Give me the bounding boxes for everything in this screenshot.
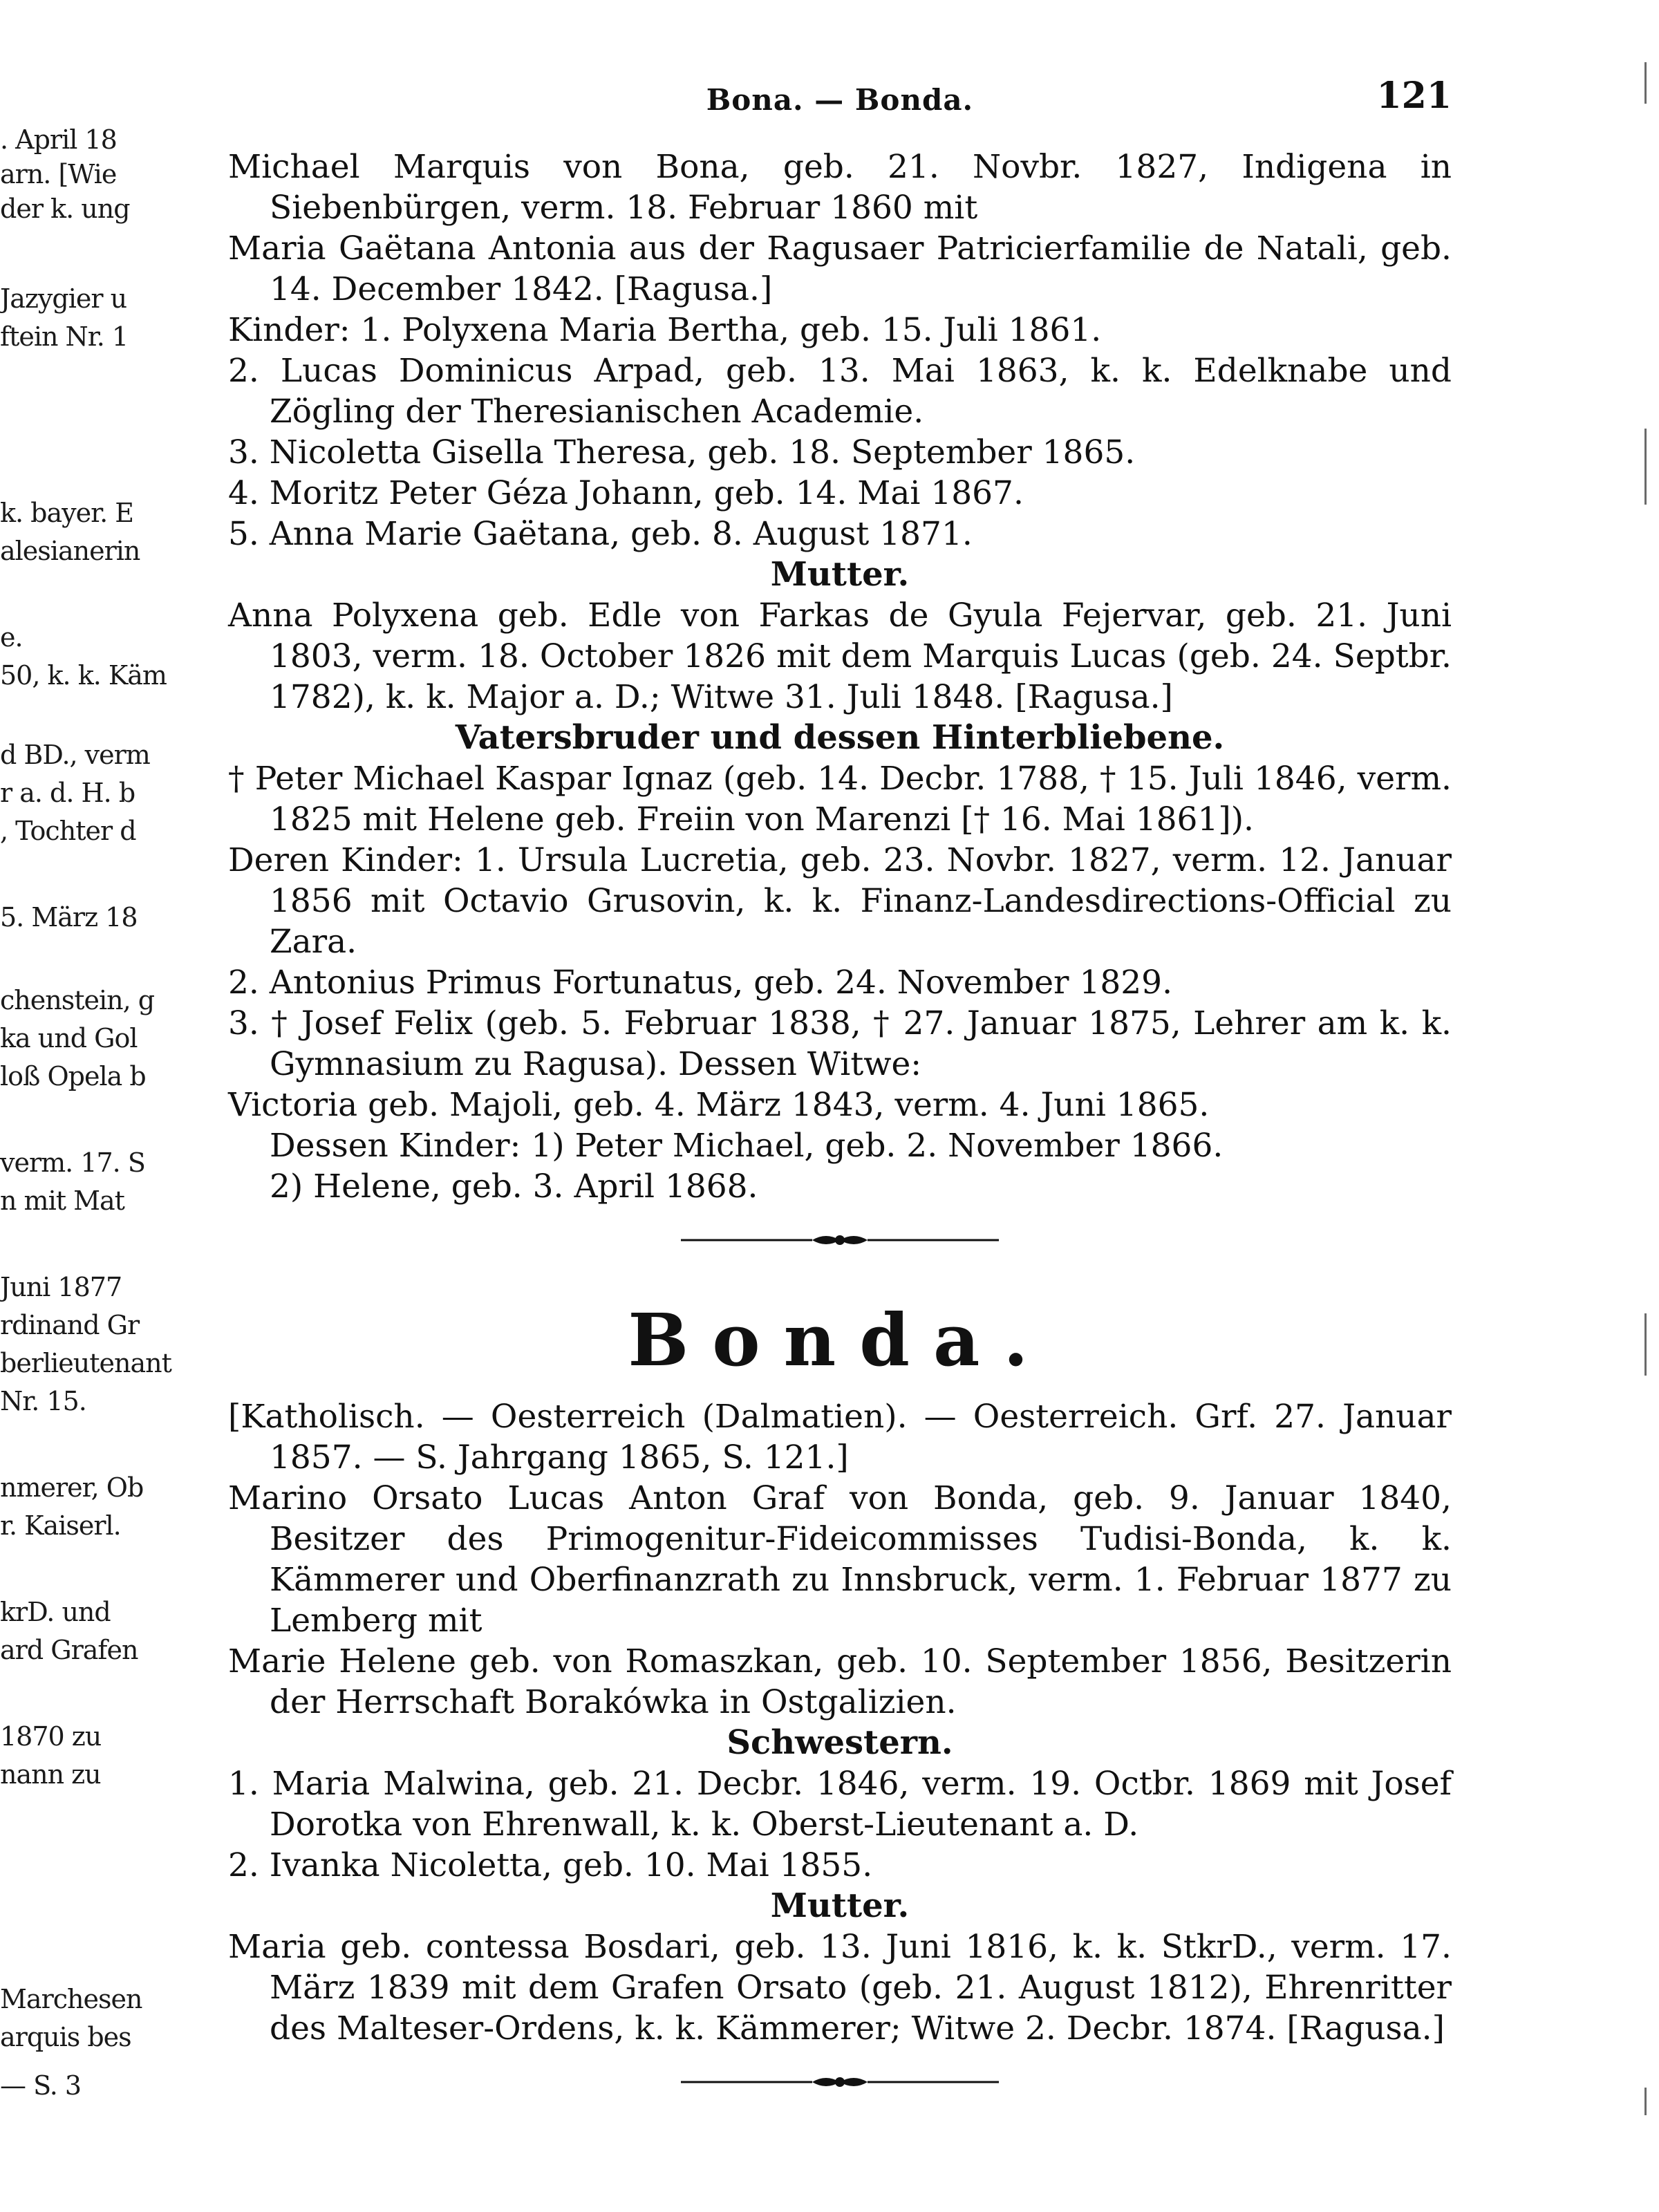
- bonda-note: [Katholisch. — Oesterreich (Dalmatien). — Oesterreich. Grf. 27. Januar 1857. — S. Jahrgang 1865, S. 121.]: [228, 1398, 1452, 1477]
- bona-entry-child: 3. Nicoletta Gisella Theresa, geb. 18. September 1865.: [228, 433, 1136, 471]
- margin-fragment: — S. 3: [0, 2070, 82, 2101]
- margin-fragment: rdinand Gr: [0, 1310, 140, 1340]
- margin-fragment: , Tochter d: [0, 816, 136, 846]
- scan-edge-mark: [1644, 1313, 1647, 1376]
- bona-uncle-entry: Deren Kinder: 1. Ursula Lucretia, geb. 23. Novbr. 1827, verm. 12. Januar 1856 mit Octavio Grusovin, k. k. Finanz-Landesdirections-Official zu Zara.: [228, 841, 1452, 961]
- margin-fragment: verm. 17. S: [0, 1147, 145, 1178]
- bona-uncle-entry: 2. Antonius Primus Fortunatus, geb. 24. November 1829.: [228, 964, 1173, 1002]
- margin-fragment: 5. März 18: [0, 902, 138, 932]
- bona-entry-head: Michael Marquis von Bona, geb. 21. Novbr. 1827, Indigena in Siebenbürgen, verm. 18. Februar 1860 mit: [228, 148, 1452, 227]
- margin-fragment: Nr. 15.: [0, 1386, 86, 1416]
- section-divider-ornament: [228, 1219, 1452, 1268]
- section-heading-mother: Mutter.: [770, 1886, 910, 1925]
- margin-fragment: krD. und: [0, 1597, 111, 1627]
- margin-fragment: Jazygier u: [0, 283, 127, 314]
- margin-fragment: ka und Gol: [0, 1023, 138, 1053]
- family-title: Bonda.: [628, 1297, 1052, 1382]
- bona-entry-wife: Maria Gaëtana Antonia aus der Ragusaer Patricierfamilie de Natali, geb. 14. December 1842. [Ragusa.]: [228, 229, 1452, 308]
- bonda-mother-entry: Maria geb. contessa Bosdari, geb. 13. Juni 1816, k. k. StkrD., verm. 17. März 1839 mit dem Grafen Orsato (geb. 21. August 1812), Ehrenritter des Malteser-Ordens, k. k. Kämmerer; Witwe 2. Decbr. 1874. [Ragusa.]: [228, 1928, 1452, 2047]
- margin-fragment: nann zu: [0, 1759, 101, 1790]
- scan-edge-mark: [1644, 2088, 1647, 2115]
- bona-uncle-entry: Victoria geb. Majoli, geb. 4. März 1843, verm. 4. Juni 1865.: [228, 1086, 1210, 1124]
- bona-uncle-entry: Dessen Kinder: 1) Peter Michael, geb. 2. November 1866.: [270, 1127, 1224, 1165]
- bona-uncle-entry: 2) Helene, geb. 3. April 1868.: [270, 1168, 758, 1206]
- bonda-entry-wife: Marie Helene geb. von Romaszkan, geb. 10. September 1856, Besitzerin der Herrschaft Borakówka in Ostgalizien.: [228, 1642, 1452, 1721]
- bona-uncle-entry: † Peter Michael Kaspar Ignaz (geb. 14. Decbr. 1788, † 15. Juli 1846, verm. 1825 mit Helene geb. Freiin von Marenzi [† 16. Mai 1861]).: [228, 760, 1452, 838]
- bona-entry-child: 2. Lucas Dominicus Arpad, geb. 13. Mai 1863, k. k. Edelknabe und Zögling der Theresianischen Academie.: [228, 352, 1452, 431]
- bona-mother-entry: Anna Polyxena geb. Edle von Farkas de Gyula Fejervar, geb. 21. Juni 1803, verm. 18. October 1826 mit dem Marquis Lucas (geb. 24. Septbr. 1782), k. k. Major a. D.; Witwe 31. Juli 1848. [Ragusa.]: [228, 597, 1452, 716]
- margin-fragment: r a. d. H. b: [0, 778, 135, 808]
- page-number: 121: [1376, 75, 1452, 117]
- margin-fragment: e.: [0, 622, 23, 653]
- margin-fragment: arquis bes: [0, 2022, 131, 2052]
- bonda-sister-entry: 1. Maria Malwina, geb. 21. Decbr. 1846, verm. 19. Octbr. 1869 mit Josef Dorotka von Ehrenwall, k. k. Oberst-Lieutenant a. D.: [228, 1765, 1452, 1844]
- margin-fragment: alesianerin: [0, 536, 140, 566]
- margin-fragment: d BD., verm: [0, 740, 150, 770]
- scan-edge-mark: [1644, 429, 1647, 505]
- section-heading-uncle: Vatersbruder und dessen Hinterbliebene.: [455, 718, 1225, 757]
- bona-entry-child: 4. Moritz Peter Géza Johann, geb. 14. Mai 1867.: [228, 474, 1024, 512]
- margin-fragment: k. bayer. E: [0, 498, 134, 528]
- section-heading-mother: Mutter.: [770, 555, 910, 594]
- margin-fragment: 1870 zu: [0, 1721, 102, 1752]
- section-divider-ornament: [228, 2061, 1452, 2110]
- facing-page-margin: [0, 124, 171, 2164]
- margin-fragment: r. Kaiserl.: [0, 1510, 121, 1541]
- page-body: [228, 147, 1452, 2110]
- bona-entry-child: 5. Anna Marie Gaëtana, geb. 8. August 1871.: [228, 515, 973, 553]
- margin-fragment: nmerer, Ob: [0, 1472, 144, 1503]
- running-title: Bona. — Bonda.: [706, 83, 974, 117]
- margin-fragment: arn. [Wie: [0, 159, 117, 189]
- margin-fragment: ftein Nr. 1: [0, 321, 129, 352]
- section-heading-sisters: Schwestern.: [727, 1723, 953, 1762]
- margin-fragment: loß Opela b: [0, 1061, 146, 1091]
- margin-fragment: . April 18: [0, 124, 117, 155]
- margin-fragment: 50, k. k. Käm: [0, 660, 167, 691]
- margin-fragment: Marchesen: [0, 1984, 142, 2014]
- scan-edge-mark: [1644, 62, 1647, 104]
- margin-fragment: n mit Mat: [0, 1185, 124, 1216]
- margin-fragment: berlieutenant: [0, 1348, 171, 1378]
- bona-uncle-entry: 3. † Josef Felix (geb. 5. Februar 1838, † 27. Januar 1875, Lehrer am k. k. Gymnasium zu Ragusa). Dessen Witwe:: [228, 1004, 1452, 1083]
- page-header: [228, 75, 1452, 130]
- margin-fragment: chenstein, g: [0, 985, 155, 1015]
- margin-fragment: Juni 1877: [0, 1272, 122, 1302]
- bonda-entry-head: Marino Orsato Lucas Anton Graf von Bonda, geb. 9. Januar 1840, Besitzer des Primogenitur-Fideicommisses Tudisi-Bonda, k. k. Kämmerer und Oberfinanzrath zu Innsbruck, verm. 1. Februar 1877 zu Lemberg mit: [228, 1479, 1452, 1640]
- bonda-sister-entry: 2. Ivanka Nicoletta, geb. 10. Mai 1855.: [228, 1846, 873, 1884]
- margin-fragment: der k. ung: [0, 194, 130, 224]
- margin-fragment: ard Grafen: [0, 1635, 138, 1665]
- bona-entry-child: Kinder: 1. Polyxena Maria Bertha, geb. 15. Juli 1861.: [228, 311, 1102, 349]
